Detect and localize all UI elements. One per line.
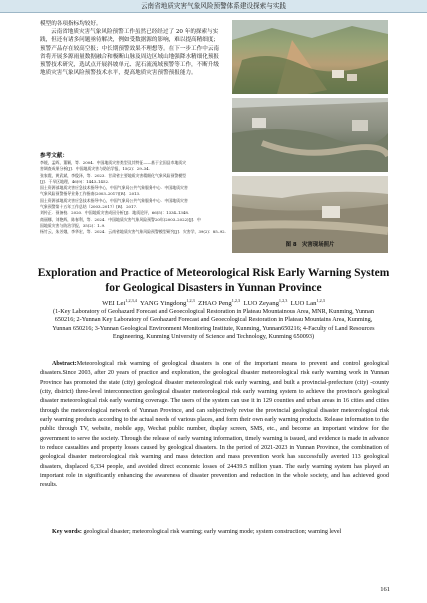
running-title: 云南省地质灾害气象风险预警体系建设探索与实践: [140, 2, 287, 10]
author-affiliation-mark: 1,2,3: [231, 298, 241, 303]
abstract-label: Abstract:: [52, 361, 77, 367]
reference-line: 国土资源部地质灾害应急技术指导中心，中国气象局公共气象服务中心．中国地质灾害: [40, 197, 188, 203]
abstract: [40, 360, 389, 491]
author-affiliation-mark: 1,2,3: [316, 298, 325, 303]
keywords-text: geological disaster; meteorological risk warning; early warning mode; system construction; warning level: [83, 529, 342, 535]
body-paragraph: 云南省地质灾害气象风险预警工作虽然已经经过了 20 年的探索与实践，但还有诸多问题亟待解决，例如受数据源的影响，难以提高精细度；预警产品存在较高空报；中长期预警效果不理想等。在下一步工作中云南省将开展多源雨量数据融合和极断山脉及周边区域山地强降水精细化预报预警技术研究，选试点开展斜坡单元、泥石流流域预警等工作，不断升级地质灾害气象风险预警技术水平，提高地质灾害预警预报能力。: [40, 29, 220, 77]
running-header: [0, 0, 427, 13]
author-name: LUO Zeyang: [243, 300, 279, 308]
author-list: [30, 298, 397, 307]
reference-line: 张家霞，黄武斌，李俊泽，等．2023．甘肃省主要地质灾害精细化气象风险预警模型: [40, 172, 187, 178]
landslide-photo: [232, 20, 388, 94]
affiliations: (1-Key Laboratory of Geohazard Forecast and Geoecological Restoration in Plateau Mountainous Area, MNR, Kunming, Yunnan 650216; 2-Yunnan Key Laboratory of Geohazard Forecast and Geoecological Restoration in Plateau Mountains Area, Kunming, Yunnan 650216; 3-Yunnan Geological Environment Monitoring Institute, Kunming, Yunnan650216; 4-Faculty of Land Resources Engineering, Kunming University of Science and Technology, Kunming 650093): [52, 308, 375, 341]
abstract-text: Meteorological risk warning of geological disasters is one of the important means to prevent and control geological disasters.Since 2003, after 20 years of practice and exploration, the geological disaster meteorological risk early warning work in Yunnan Province has promoted the state (city) geological disaster meteorological risk early warning, and built a provincial-prefecture (city) -county (city, district) three-level interconnection geological disaster meteorological risk early warning system to achieve the province's geological disaster meteorological risk early warning coverage. The users of the system can use it in 129 counties and urban areas in 16 cities and cities through the meteorological network of Yunnan Province, and can subjectively revise the provincial geological disaster meteorological risk early warning products according to the actual needs of various places, and form their own early warning products. Release information to the public through TV, website, mobile app, Wechat public number, display screen, SMS, etc., and become an important window for the government to serve the society. Through the release of early warning information, timely warning is issued, and evidence is made in advance to reduce casualties and property losses caused by geological disasters. In the period of 2021-2023 in Yunnan Province, the combination of geological disaster meteorological risk warning and mass detection and mass prevention work has successfully averted 113 geological disasters, displaced 6,334 people, and avoided direct economic losses of 24439.5 million yuan. The early warning system has played an important role in significantly enhancing the awareness of disaster prevention and reduction in the whole society, and has achieved good results.: [40, 361, 389, 489]
reference-line: 刘传正．预备校．2020．中国地质灾害成因分析[J]．地质论评，66(5)：1334–1348.: [40, 210, 190, 216]
references-heading: 参考文献：: [40, 153, 68, 159]
reference-line: 商丽娜，刘艳辉，陈春利，等．2024．中国地质灾害气象风险预警20年(2003–2022)[J]．中: [40, 216, 201, 222]
author-affiliation-mark: 1,2,3: [186, 298, 195, 303]
references-list: [40, 160, 226, 236]
debris-flow-photo: [232, 98, 388, 172]
reference-line: 国土资源部地质灾害应急技术指导中心，中国气象局公共气象服务中心．中国地质灾害: [40, 185, 188, 191]
page-number: 161: [380, 586, 390, 593]
author-name: YANG Yingdong: [140, 300, 187, 308]
reference-line: 气象预警第十五年工作总结（2003–2017）[R]．2017.: [40, 204, 138, 210]
author-name: LUO Lan: [290, 300, 317, 308]
body-paragraph: 模型的各项指标均较好。: [40, 21, 102, 27]
keywords: [40, 528, 389, 537]
figure-caption: 图 8 灾害现场照片: [285, 242, 335, 248]
english-title: Exploration and Practice of Meteorological Risk Early Warning System for Geological Disasters in Yunnan Province: [37, 267, 390, 294]
keywords-label: Key words:: [52, 529, 82, 535]
body-text-column: [40, 20, 224, 77]
author-name: WEI Lei: [102, 300, 126, 308]
author-affiliation-mark: 1,2,3: [278, 298, 288, 303]
reference-line: 气象风险预警指导业务工作指南(2003–2017)[R]．2013.: [40, 191, 141, 197]
author-name: ZHAO Peng: [198, 300, 232, 308]
reference-line: 李媛，孟晖，董颖，等．2004．中国地质灾害类型及其特征——基于全国县市地质灾: [40, 160, 187, 165]
author-affiliation-mark: 1,2,3,4: [125, 298, 137, 303]
reference-line: 害调查成果分析[J]．中国地质灾害与防治学报，15(2)：29–34.: [40, 166, 150, 172]
reference-line: 国地质灾害与防治学报，35(2)：1–9.: [40, 222, 106, 228]
disaster-photo-figure: [232, 20, 388, 255]
reference-line: [J]．干旱区地理，46(9)：1443–1452.: [40, 178, 110, 184]
reference-line: 杨竹云，朱芳娥，李华宏，等．2024．云南省地质灾害气象风险预警模型研究[J]．灾害学，39(2)：85–92.: [40, 229, 226, 235]
